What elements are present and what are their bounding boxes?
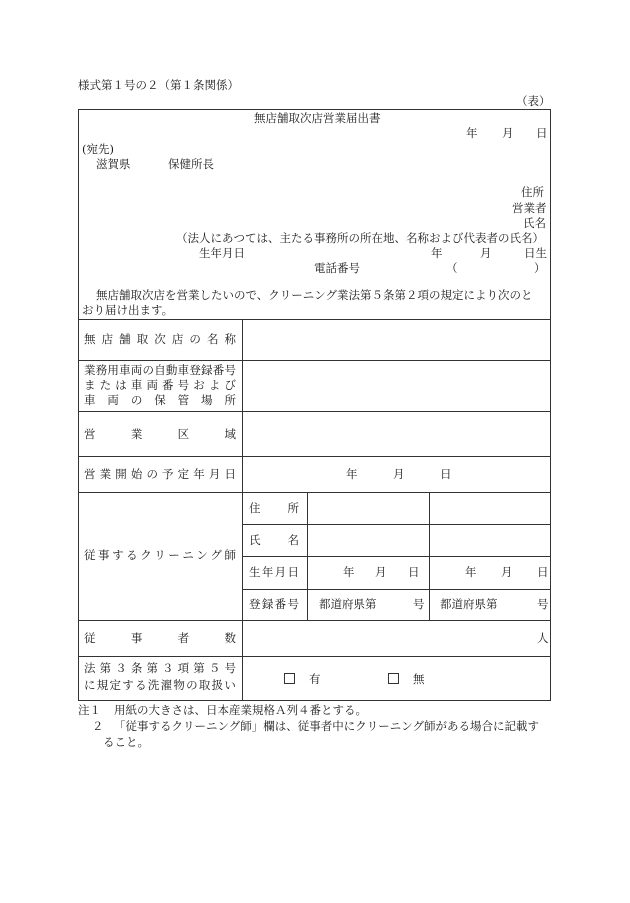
statement-line-2: おり届け出ます。 — [82, 303, 174, 317]
phone-open-paren: （ — [446, 261, 458, 275]
cleaner2-month-label: 月 — [501, 565, 513, 579]
cleaner-name-label: 氏 名 — [249, 533, 299, 547]
applicant-name-label: 氏名 — [523, 216, 546, 230]
option-no[interactable] — [388, 673, 425, 686]
form-title: 無店舗取次店営業届出書 — [254, 111, 381, 125]
area-label: 営 業 区 域 — [84, 427, 236, 441]
shop-name-label: 無 店 舗 取 次 店 の 名 称 — [84, 332, 236, 346]
cleaner2-year-label: 年 — [465, 565, 477, 579]
addressee-label: (宛先) — [82, 142, 114, 156]
law-label-line-1: 法 第 ３ 条 第 ３ 項 第 ５ 号 — [84, 661, 236, 675]
form-number: 様式第１号の２（第１条関係） — [78, 78, 239, 92]
phone-label: 電話番号 — [314, 261, 360, 275]
birth-year-label: 年 — [431, 246, 443, 260]
start-date-label: 営 業 開 始 の 予 定 年 月 日 — [84, 467, 236, 481]
cleaner2-day-label: 日 — [537, 565, 549, 579]
vehicle-label-line-1: 業 務 用 車 両 の 自 動 車 登 録 番 号 — [84, 363, 236, 377]
cleaner1-reg-prefecture: 都道府県第 — [319, 597, 377, 611]
applicant-address-label: 住所 — [521, 185, 544, 199]
option-yes[interactable] — [284, 673, 321, 686]
form-side-label: （表） — [516, 94, 551, 108]
vehicle-label-line-2: ま た は 車 両 番 号 お よ び — [84, 378, 236, 392]
statement-line-1: 無店舗取次店を営業したいので、クリーニング業法第５条第２項の規定により次のと — [96, 288, 533, 302]
vehicle-label-line-3: 車 両 の 保 管 場 所 — [84, 393, 236, 407]
note-2-text-line-2: ること。 — [103, 735, 149, 749]
option-yes-label: 有 — [309, 672, 321, 686]
start-month-label: 月 — [393, 467, 405, 481]
birth-date-label: 生年月日 — [199, 246, 245, 260]
option-no-label: 無 — [413, 672, 425, 686]
date-year-label: 年 — [466, 126, 478, 140]
cleaner2-reg-no-label: 号 — [537, 597, 549, 611]
start-day-label: 日 — [440, 467, 452, 481]
note-1-number: 注１ — [78, 703, 101, 717]
note-1-text: 用紙の大きさは、日本産業規格Ａ列４番とする。 — [114, 703, 367, 717]
cleaner1-year-label: 年 — [343, 565, 355, 579]
applicant-operator-label: 営業者 — [512, 201, 547, 215]
workers-unit: 人 — [537, 631, 549, 645]
birth-month-label: 月 — [480, 246, 492, 260]
cleaner1-reg-no-label: 号 — [413, 597, 425, 611]
cleaner2-reg-prefecture: 都道府県第 — [440, 597, 498, 611]
addressee-prefecture: 滋賀県 — [96, 157, 131, 171]
cleaner1-day-label: 日 — [408, 565, 420, 579]
cleaner-birth-label: 生 年 月 日 — [249, 565, 299, 579]
workers-label: 従 事 者 数 — [84, 631, 236, 645]
cleaner-address-label: 住 所 — [249, 501, 299, 515]
corporate-note: （法人にあつては、主たる事務所の所在地、名称および代表者の氏名） — [176, 231, 544, 245]
date-month-label: 月 — [502, 126, 514, 140]
law-label-line-2: に 規 定 す る 洗 濯 物 の 取 扱 い — [84, 678, 236, 692]
birth-day-label: 日生 — [524, 246, 547, 260]
date-day-label: 日 — [536, 126, 548, 140]
cleaner-label: 従 事 す る ク リ ー ニ ン グ 師 — [84, 548, 236, 562]
note-2-text-line-1: 「従事するクリーニング師」欄は、従事者中にクリーニング師がある場合に記載す — [114, 719, 540, 733]
addressee-office: 保健所長 — [168, 157, 214, 171]
start-year-label: 年 — [346, 467, 358, 481]
cleaner-reg-label: 登 録 番 号 — [249, 597, 299, 611]
checkbox-yes-icon[interactable] — [284, 673, 295, 684]
note-2-number: ２ — [92, 719, 104, 733]
cleaner1-month-label: 月 — [375, 565, 387, 579]
checkbox-no-icon[interactable] — [388, 673, 399, 684]
phone-close-paren: ） — [534, 261, 546, 275]
